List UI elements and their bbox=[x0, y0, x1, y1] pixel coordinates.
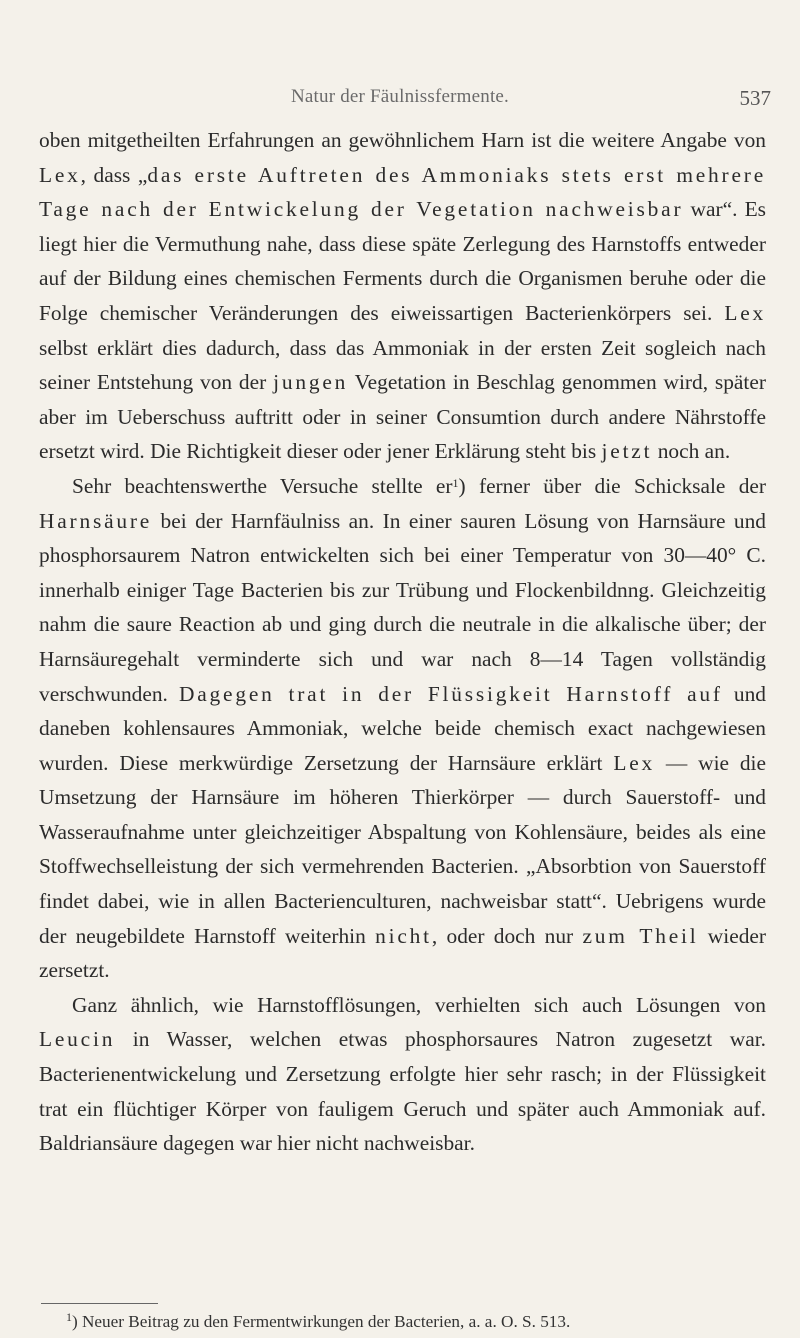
text-run: oben mitgetheilten Erfahrungen an gewöhnlichem Harn ist die weitere Angabe von bbox=[39, 128, 766, 152]
footnote-text: ) Neuer Beitrag zu den Fermentwirkungen der Bacterien, a. a. O. S. 513. bbox=[72, 1312, 571, 1331]
text-run: war“. Es liegt hier die Vermuthung nahe, dass diese späte Zerlegung des Harnstoffs entweder auf der Bildung eines chemischen Ferments durch die Organismen beruhe oder die Folge chemischer Veränderungen des eiweissartigen Bacterienkörpers sei. bbox=[39, 197, 766, 325]
emphasized-word-spaced: jetzt bbox=[601, 439, 653, 464]
text-run: — wie die Umsetzung der Harnsäure im höheren Thierkörper — durch Sauerstoff- und Wasseraufnahme unter gleichzeitiger Abspaltung von Kohlensäure, beides als eine Stoffwechselleistung der sich vermehrenden Bacterien. „Absorbtion von Sauerstoff findet dabei, wie in allen Bacterienculturen, nachweisbar statt“. Uebrigens wurde der neugebildete Harnstoff weiterhin bbox=[39, 750, 766, 948]
emphasized-word-spaced: jungen bbox=[273, 370, 349, 395]
footnote bbox=[66, 1310, 776, 1334]
text-run: Vegetation in Beschlag genommen wird, später aber im Ueberschuss auftritt oder in seiner Consumtion durch andere Nährstoffe ersetzt wird. Die Richtigkeit dieser oder jener Erklärung steht bis bbox=[39, 370, 766, 464]
text-run: , dass „ bbox=[80, 162, 148, 187]
footnote-marker: 1 bbox=[66, 1310, 72, 1324]
text-run: Ganz ähnlich, wie Harnstofflösungen, verhielten sich auch Lösungen von bbox=[72, 992, 766, 1017]
text-run: noch an. bbox=[652, 439, 731, 464]
text-run: selbst erklärt dies dadurch, dass das Ammoniak in der ersten Zeit sogleich nach seiner Entstehung von der bbox=[39, 335, 766, 395]
author-name-spaced: Lex bbox=[39, 162, 81, 187]
text-run: in Wasser, welchen etwas phosphorsaures Natron zugesetzt war. Bacterienentwickelung und Zersetzung erfolgte hier sehr rasch; in der Flüssigkeit trat ein flüchtiger Körper von fauligem Geruch und später auch Ammoniak auf. Baldriansäure dagegen war hier nicht nachweisbar. bbox=[39, 1027, 766, 1156]
paragraph-2 bbox=[39, 469, 766, 988]
emphasized-word-spaced: nicht bbox=[375, 923, 432, 948]
text-run: wieder zersetzt. bbox=[39, 923, 767, 983]
running-title: Natur der Fäulnissfermente. bbox=[290, 86, 510, 107]
text-run: , oder doch nur bbox=[431, 923, 583, 948]
author-name-spaced: Lex bbox=[724, 300, 766, 325]
paragraph-1 bbox=[39, 123, 766, 469]
emphasized-quote-spaced: das erste Auftreten des Ammoniaks stets erst mehrere Tage nach der Entwickelung der Vegetation nachweisbar bbox=[39, 162, 766, 222]
footnote-reference: 1 bbox=[452, 475, 459, 490]
footnote-divider bbox=[41, 1303, 158, 1304]
text-run: ) ferner über die Schicksale der bbox=[458, 473, 767, 498]
paragraph-3 bbox=[39, 988, 766, 1161]
text-run: und daneben kohlensaures Ammoniak, welche beide chemisch exact nachgewiesen wurden. Diese merkwürdige Zersetzung der Harnsäure erklärt bbox=[39, 681, 767, 775]
author-name-spaced: Lex bbox=[613, 750, 655, 775]
body-text bbox=[39, 123, 766, 1161]
emphasized-phrase-spaced: Dagegen trat in der Flüssigkeit Harnstoff auf bbox=[179, 681, 723, 706]
emphasized-phrase-spaced: zum Theil bbox=[582, 923, 699, 948]
page-number: 537 bbox=[739, 86, 771, 110]
emphasized-word-spaced: Harnsäure bbox=[39, 508, 153, 533]
running-head bbox=[0, 86, 800, 116]
text-run: bei der Harnfäulniss an. In einer sauren Lösung von Harnsäure und phosphorsaurem Natron entwickelten sich bei einer Temperatur von 30—40° C. innerhalb einiger Tage Bacterien bis zur Trübung und Flockenbildnng. Gleichzeitig nahm die saure Reaction ab und ging durch die neutrale in die alkalische über; der Harnsäuregehalt verminderte sich und war nach 8—14 Tagen vollständig verschwunden. bbox=[39, 508, 766, 706]
text-run: Sehr beachtenswerthe Versuche stellte er bbox=[72, 473, 453, 498]
emphasized-word-spaced: Leucin bbox=[39, 1027, 116, 1052]
